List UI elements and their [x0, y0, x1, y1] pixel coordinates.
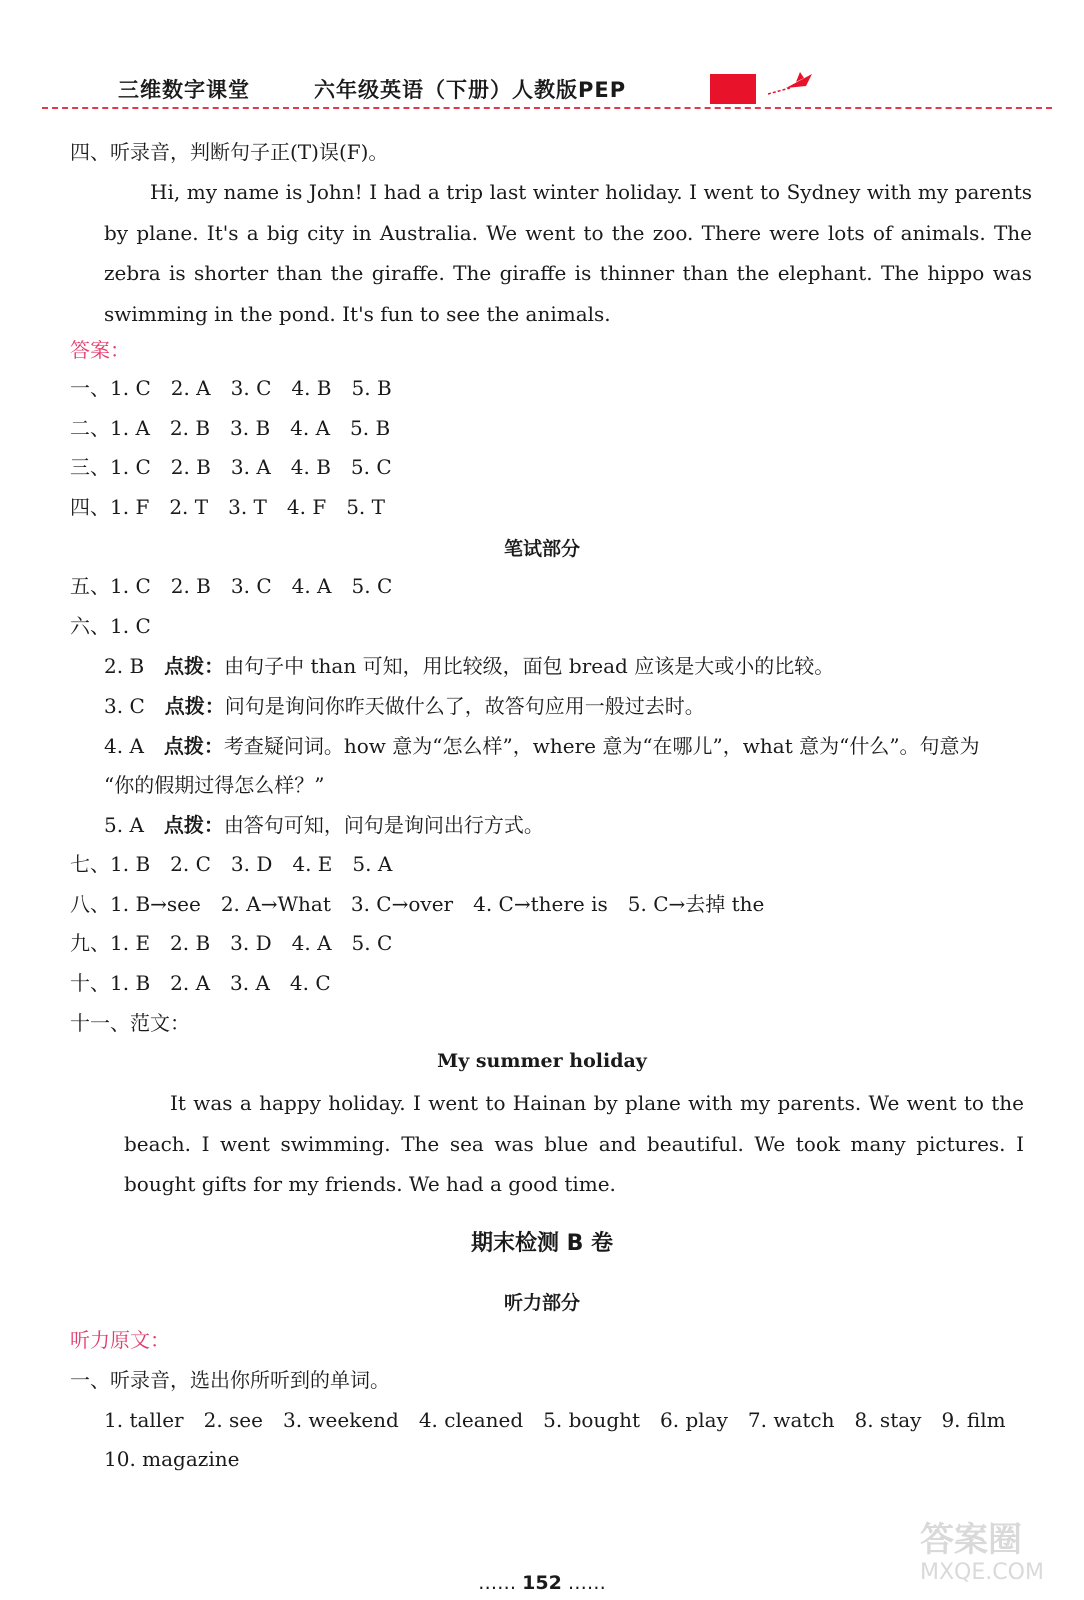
page-number: 152 — [522, 1572, 562, 1594]
rocket-icon — [760, 68, 820, 102]
header-red-block — [710, 74, 756, 104]
essay-title: My summer holiday — [437, 1050, 647, 1072]
b-section-1: 一、听录音，选出你所听到的单词。 — [70, 1368, 390, 1392]
answer-6-item-5 — [104, 811, 544, 839]
item-number: 5. A — [104, 813, 144, 837]
essay-body: It was a happy holiday. I went to Hainan by plane with my parents. We went to the beach. I went swimming. The sea was blue and beautiful. We took many pictures. I bought gifts for my friends. We had a good time. — [124, 1091, 1024, 1196]
listening-passage: Hi, my name is John! I had a trip last winter holiday. I went to Sydney with my parents by plane. It's a big city in Australia. We went to the zoo. There were lots of animals. The zebra is shorter than the giraffe. The giraffe is thinner than the elephant. The hippo was swimming in the pond. It's fun to see the animals. — [104, 180, 1032, 326]
item-number: 2. B — [104, 654, 145, 678]
answer-line-11: 十一、范文： — [70, 1011, 190, 1035]
answer-line-7: 七、1. B 2. C 3. D 4. E 5. A — [70, 852, 393, 876]
listening-heading: 听力部分 — [503, 1292, 580, 1314]
answer-line-3: 三、1. C 2. B 3. A 4. B 5. C — [70, 455, 392, 479]
hint-text: 考查疑问词。how 意为“怎么样”，where 意为“在哪儿”，what 意为“什么”。句意为 — [223, 734, 980, 758]
hint-label: 点拨： — [163, 813, 224, 837]
answer-line-8: 八、1. B→see 2. A→What 3. C→over 4. C→there is 5. C→去掉 the — [70, 892, 765, 916]
page-dots-right: …… — [567, 1572, 606, 1594]
page-dots-left: …… — [478, 1572, 517, 1594]
book-title: 六年级英语（下册）人教版PEP — [314, 78, 627, 102]
written-heading: 笔试部分 — [503, 538, 580, 560]
page-header — [0, 0, 1084, 110]
hint-label: 点拨： — [163, 734, 224, 758]
answer-6-item-3 — [104, 692, 705, 720]
hint-text: 问句是询问你昨天做什么了，故答句应用一般过去时。 — [224, 694, 705, 718]
item-number: 4. A — [104, 734, 144, 758]
answer-line-10: 十、1. B 2. A 3. A 4. C — [70, 971, 331, 995]
b-words-line-2: 10. magazine — [104, 1447, 240, 1471]
listening-text-label: 听力原文： — [70, 1328, 170, 1352]
watermark-logo — [920, 1520, 1070, 1590]
answers-label: 答案： — [70, 338, 130, 362]
b-words-line-1: 1. taller 2. see 3. weekend 4. cleaned 5. bought 6. play 7. watch 8. stay 9. film — [104, 1408, 1006, 1432]
answer-line-2: 二、1. A 2. B 3. B 4. A 5. B — [70, 416, 391, 440]
hint-label: 点拨： — [164, 654, 225, 678]
answer-line-6: 六、1. C — [70, 614, 151, 638]
header-divider — [42, 107, 1052, 109]
hint-label: 点拨： — [164, 694, 225, 718]
hint-text: 由答句可知，问句是询问出行方式。 — [223, 813, 544, 837]
watermark-url: MXQE.COM — [920, 1560, 1044, 1585]
hint-text: 由句子中 than 可知，用比较级，面包 bread 应该是大或小的比较。 — [224, 654, 835, 678]
series-title: 三维数字课堂 — [118, 78, 250, 102]
answer-line-1: 一、1. C 2. A 3. C 4. B 5. B — [70, 376, 392, 400]
answer-line-5: 五、1. C 2. B 3. C 4. A 5. C — [70, 574, 393, 598]
answer-line-4: 四、1. F 2. T 3. T 4. F 5. T — [70, 495, 385, 519]
item-number: 3. C — [104, 694, 145, 718]
answer-6-item-4-cont: “你的假期过得怎么样？” — [104, 773, 325, 797]
answer-6-item-2 — [104, 652, 834, 680]
section-4-intro: 四、听录音，判断句子正(T)误(F)。 — [70, 140, 389, 164]
test-b-title: 期末检测 B 卷 — [470, 1231, 614, 1256]
watermark-text: 答案圈 — [920, 1520, 1022, 1560]
answer-line-9: 九、1. E 2. B 3. D 4. A 5. C — [70, 931, 393, 955]
answer-6-item-4 — [104, 732, 980, 760]
